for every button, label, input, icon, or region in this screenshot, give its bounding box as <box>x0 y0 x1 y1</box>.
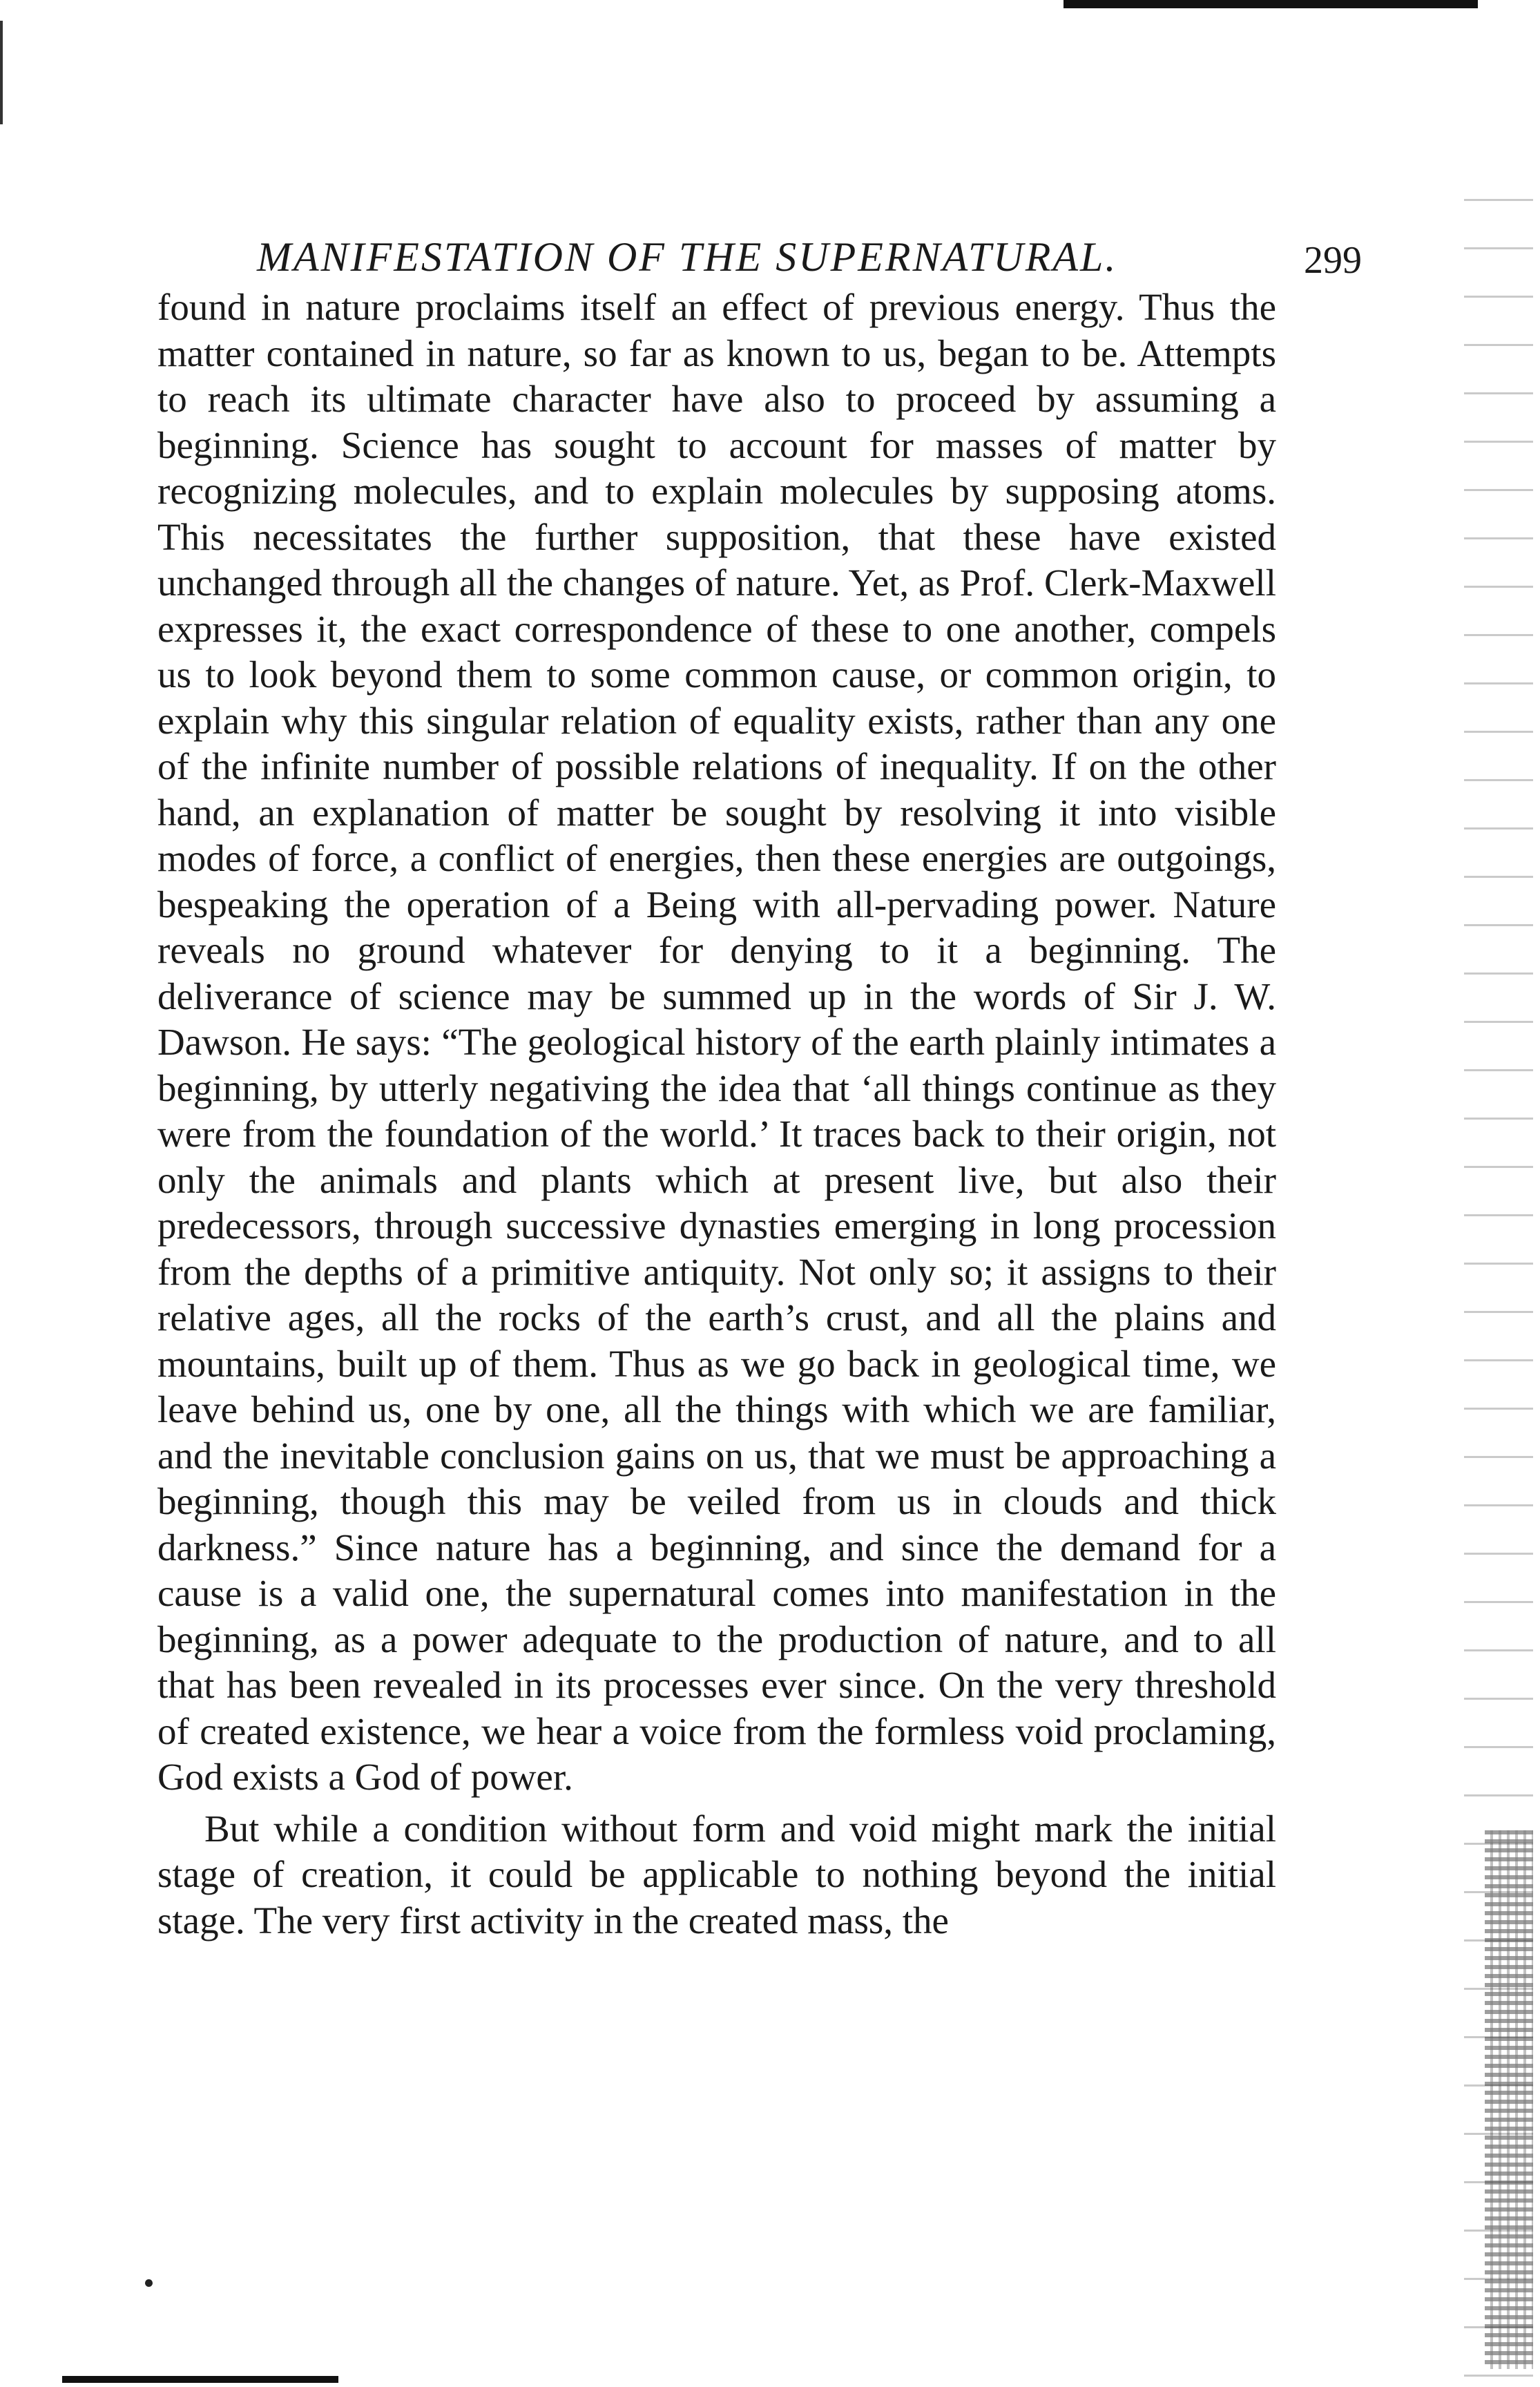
body-text <box>157 285 1276 1944</box>
paragraph: But while a condition without form and void might mark the initial stage of creation, it could be applicable to nothing beyond the initial stage. The very first activity in the created mass, the <box>157 1807 1276 1942</box>
scan-speck <box>145 2279 153 2287</box>
running-head: MANIFESTATION OF THE SUPERNATURAL. <box>257 234 1118 280</box>
scan-edge-mark-top <box>1063 0 1478 8</box>
scan-edge-mark-bottom <box>62 2376 338 2383</box>
scan-edge-mark-left <box>0 21 3 124</box>
page-number: 299 <box>1304 239 1362 282</box>
paragraph: found in nature proclaims itself an effect of previous energy. Thus the matter contained in nature, so far as known to us, began to be. Attempts to reach its ultimate character have also to proceed by assuming a beginning. Science has sought to account for masses of matter by recognizing molecules, and to explain molecules by supposing atoms. This necessitates the further supposition, that these have existed unchanged through all the changes of nature. Yet, as Prof. Clerk-Maxwell expresses it, the exact correspondence of these to one another, compels us to look beyond them to some common cause, or common origin, to explain why this singular relation of equality exists, rather than any one of the infinite number of possible relations of inequality. If on the other hand, an explanation of matter be sought by resolving it into visible modes of force, a conflict of energies, then these energies are outgoings, bespeaking the operation of a Being with all-pervading power. Nature reveals no ground whatever for denying to it a beginning. The deliverance of science may be summed up in the words of Sir J. W. Dawson. He says: “The geological history of the earth plainly intimates a beginning, by utterly negativing the idea that ‘all things continue as they were from the foundation of the world.’ It traces back to their origin, not only the animals and plants which at present live, but also their predecessors, through successive dynasties emerging in long procession from the depths of a primitive antiquity. Not only so; it assigns to their relative ages, all the rocks of the earth’s crust, and all the plains and mountains, built up of them. Thus as we go back in geological time, we leave behind us, one by one, all the things with which we are familiar, and the inevitable conclusion gains on us, that we must be approaching a beginning, though this may be veiled from us in clouds and thick darkness.” Since nature has a beginning, and since the demand for a cause is a valid one, the supernatural comes into manifestation in the beginning, as a power adequate to the production of nature, and to all that has been revealed in its processes ever since. On the very threshold of created existence, we hear a voice from the formless void proclaming, God exists a God of power. <box>157 286 1276 1798</box>
page-edge-binding-marks <box>1485 1830 1533 2369</box>
